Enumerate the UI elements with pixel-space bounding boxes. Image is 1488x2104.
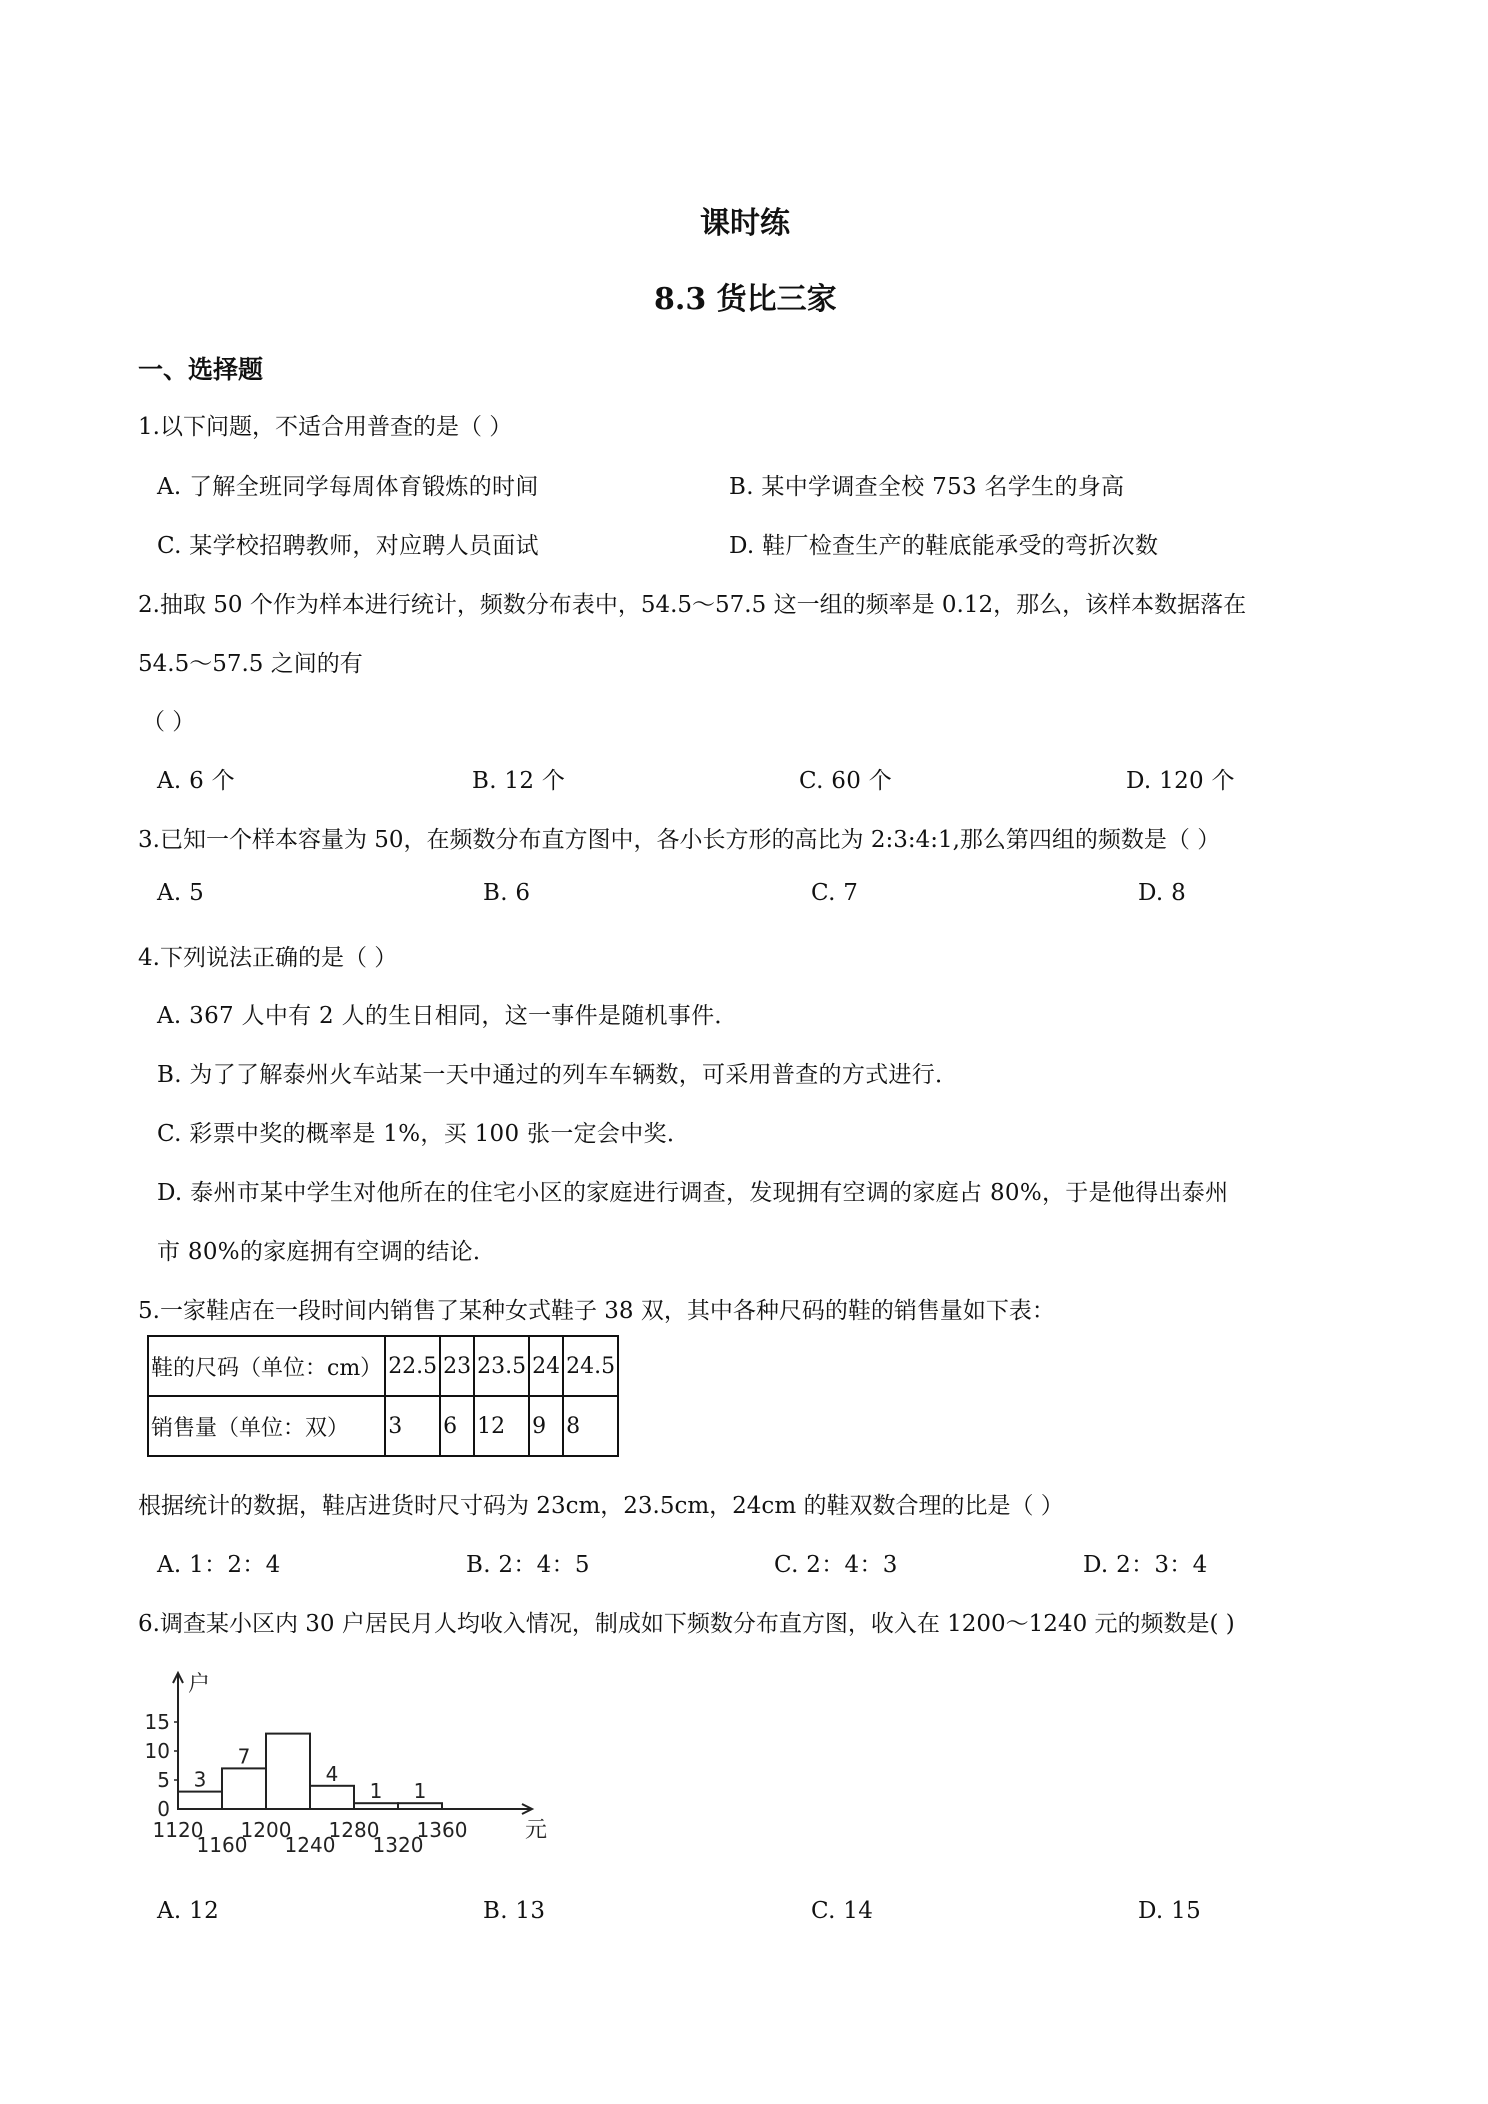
question-4-option-b: B. 为了了解泰州火车站某一天中通过的列车车辆数，可采用普查的方式进行． xyxy=(157,1062,959,1088)
income-histogram xyxy=(130,1665,550,1855)
bar-value-label: 7 xyxy=(237,1744,251,1769)
question-6-option-d: D. 15 xyxy=(1138,1898,1202,1924)
y-tick-label: 5 xyxy=(157,1768,170,1792)
question-2-answer-paren: （ ） xyxy=(142,709,196,735)
histogram-bar xyxy=(222,1768,266,1809)
question-4-option-c: C. 彩票中奖的概率是 1%，买 100 张一定会中奖． xyxy=(157,1121,691,1147)
bar-value-label: 3 xyxy=(193,1767,207,1792)
question-5-option-d: D. 2：3：4 xyxy=(1083,1552,1208,1578)
question-3-stem: 3.已知一个样本容量为 50，在频数分布直方图中，各小长方形的高比为 2:3:4:1,那么第四组的频数是（ ） xyxy=(138,827,1221,853)
question-6-option-a: A. 12 xyxy=(157,1898,219,1924)
question-3-option-b: B. 6 xyxy=(483,880,531,906)
question-6-stem: 6.调查某小区内 30 户居民月人均收入情况，制成如下频数分布直方图，收入在 1200～1240 元的频数是( ) xyxy=(138,1611,1235,1637)
bar-value-label: 4 xyxy=(325,1761,339,1786)
y-axis-label: 户 xyxy=(188,1672,211,1697)
x-tick-label: 1240 xyxy=(284,1833,336,1855)
x-axis-label: 元 xyxy=(525,1818,548,1843)
table-cell: 24 xyxy=(529,1336,563,1396)
question-2-stem-line1: 2.抽取 50 个作为样本进行统计，频数分布表中，54.5～57.5 这一组的频率是 0.12，那么，该样本数据落在 xyxy=(138,592,1247,618)
x-tick-label: 1200 xyxy=(240,1818,292,1842)
question-1-stem: 1.以下问题，不适合用普查的是（ ） xyxy=(138,414,513,440)
table-row xyxy=(148,1396,618,1456)
table-row xyxy=(148,1336,618,1396)
table-cell: 3 xyxy=(385,1396,440,1456)
table-cell: 22.5 xyxy=(385,1336,440,1396)
histogram-bar xyxy=(310,1786,354,1809)
question-5-option-a: A. 1：2：4 xyxy=(157,1552,281,1578)
histogram-bar xyxy=(398,1803,442,1809)
question-5-option-b: B. 2：4：5 xyxy=(466,1552,590,1578)
table-cell: 23 xyxy=(440,1336,474,1396)
table-cell: 9 xyxy=(529,1396,563,1456)
y-tick-label: 0 xyxy=(157,1797,170,1821)
question-3-option-a: A. 5 xyxy=(157,880,205,906)
y-tick-label: 15 xyxy=(144,1710,170,1734)
table-cell: 8 xyxy=(563,1396,618,1456)
x-tick-label: 1120 xyxy=(152,1818,204,1842)
question-2-option-d: D. 120 个 xyxy=(1126,768,1235,794)
question-2-option-c: C. 60 个 xyxy=(799,768,893,794)
x-tick-label: 1320 xyxy=(372,1833,424,1855)
question-4-stem: 4.下列说法正确的是（ ） xyxy=(138,945,398,971)
question-1-option-d: D. 鞋厂检查生产的鞋底能承受的弯折次数 xyxy=(729,533,1159,559)
question-2-option-b: B. 12 个 xyxy=(472,768,566,794)
question-1-option-c: C. 某学校招聘教师，对应聘人员面试 xyxy=(157,533,539,559)
bar-value-label: 1 xyxy=(369,1779,383,1804)
question-1-option-b: B. 某中学调查全校 753 名学生的身高 xyxy=(729,474,1125,500)
x-tick-label: 1360 xyxy=(416,1818,468,1842)
question-1-option-a: A. 了解全班同学每周体育锻炼的时间 xyxy=(157,474,539,500)
page-title: 课时练 xyxy=(700,206,790,241)
table-cell: 12 xyxy=(474,1396,529,1456)
table-cell: 鞋的尺码（单位：cm） xyxy=(148,1336,385,1396)
question-5-followup: 根据统计的数据，鞋店进货时尺寸码为 23cm，23.5cm，24cm 的鞋双数合理的比是（ ） xyxy=(138,1493,1064,1519)
question-3-option-d: D. 8 xyxy=(1138,880,1187,906)
section-heading: 一、选择题 xyxy=(138,355,264,384)
question-6-option-b: B. 13 xyxy=(483,1898,546,1924)
question-4-option-d-line1: D. 泰州市某中学生对他所在的住宅小区的家庭进行调查，发现拥有空调的家庭占 80%，于是他得出泰州 xyxy=(157,1180,1229,1206)
histogram-bar xyxy=(266,1734,310,1809)
histogram-bar xyxy=(354,1803,398,1809)
x-tick-label: 1160 xyxy=(196,1833,248,1855)
question-5-stem: 5.一家鞋店在一段时间内销售了某种女式鞋子 38 双，其中各种尺码的鞋的销售量如下表： xyxy=(138,1298,1055,1324)
question-6-option-c: C. 14 xyxy=(811,1898,874,1924)
shoe-sales-table xyxy=(147,1335,619,1457)
question-2-stem-line2: 54.5～57.5 之间的有 xyxy=(138,651,363,677)
table-cell: 6 xyxy=(440,1396,474,1456)
question-5-option-c: C. 2：4：3 xyxy=(774,1552,898,1578)
question-2-option-a: A. 6 个 xyxy=(157,768,235,794)
table-cell: 销售量（单位：双） xyxy=(148,1396,385,1456)
question-4-option-d-line2: 市 80%的家庭拥有空调的结论． xyxy=(157,1239,497,1265)
page-subtitle: 8.3 货比三家 xyxy=(654,282,837,317)
bar-value-label: 1 xyxy=(413,1779,427,1804)
y-tick-label: 10 xyxy=(144,1739,170,1763)
x-tick-label: 1280 xyxy=(328,1818,380,1842)
histogram-bar xyxy=(178,1792,222,1809)
table-cell: 23.5 xyxy=(474,1336,529,1396)
question-3-option-c: C. 7 xyxy=(811,880,859,906)
table-cell: 24.5 xyxy=(563,1336,618,1396)
question-4-option-a: A. 367 人中有 2 人的生日相同，这一事件是随机事件． xyxy=(157,1003,738,1029)
